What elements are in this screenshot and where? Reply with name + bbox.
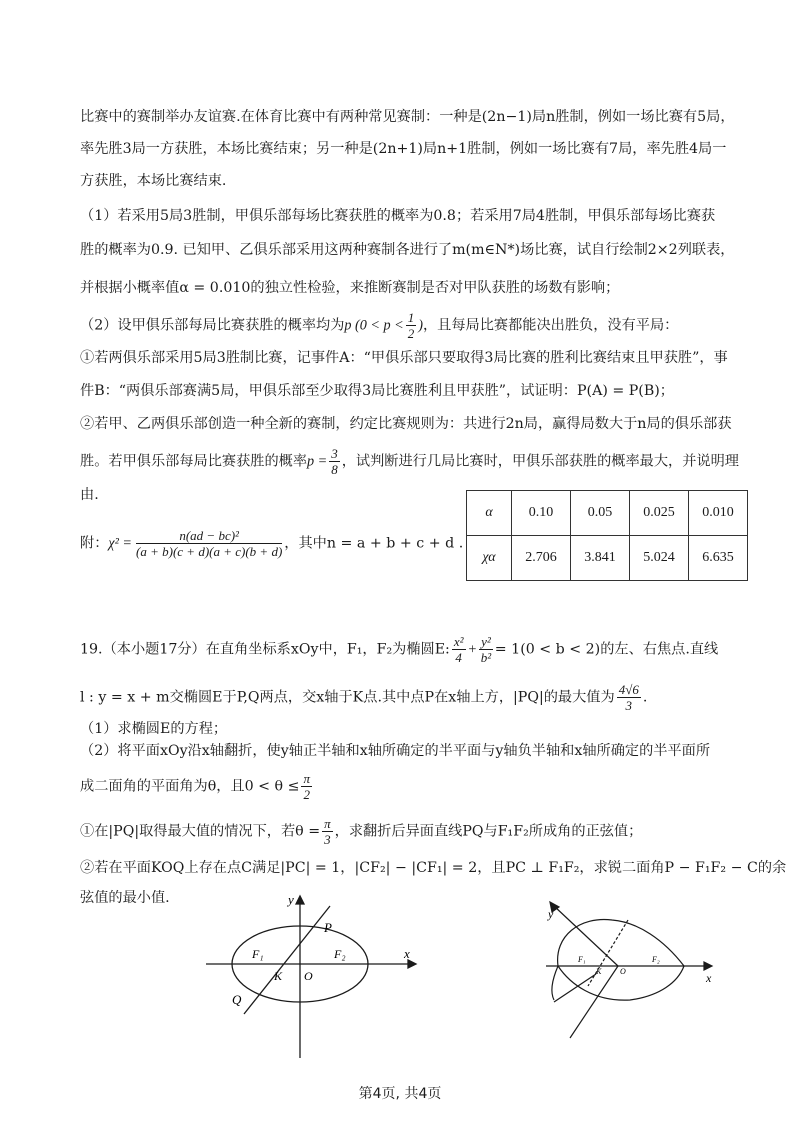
chi-cell: 6.635 [689,536,748,581]
x2-denominator: 4 [455,650,462,665]
q19-line-1: 19.（本小题17分）在直角坐标系xOy中，F₁，F₂为椭圆E: $\frac{\text{x²}}{4}$ + $\frac{\text{y²}}{\text{b²}}$ = 1(0 < b < 2)的左、右焦点.直线 [80,634,719,665]
q19-c1-pre: ①在|PQ|取得最大值的情况下，若θ = [80,823,321,840]
table-row [467,491,748,536]
y2-denominator: b² [480,650,492,665]
y2-numerator: y² [481,634,491,649]
fig2-x-label: x [706,971,712,985]
fig1-y-label: y [288,892,294,907]
part2-sub2-pre: 胜。若甲俱乐部每局比赛获胜的概率 [80,453,308,470]
part2-sub2-line-1: ②若甲、乙两俱乐部创造一种全新的赛制，约定比赛规则为：共进行2n局，赢得局数大于n局的俱乐部获 [80,416,732,432]
alpha-cell: 0.025 [630,491,689,536]
chi-cell: 5.024 [630,536,689,581]
alpha-cell: 0.10 [512,491,571,536]
q19-c1 [80,816,642,847]
x2-numerator: x² [453,634,464,649]
fig1-x-label: x [404,946,410,961]
intro-line-1: 比赛中的赛制举办友谊赛.在体育比赛中有两种常见赛制：一种是(2n−1)局n胜制，例如一场比赛有5局， [80,109,735,125]
alpha-cell: 0.010 [689,491,748,536]
part2-sub2-p: p = [307,453,328,470]
fig1-q-label: Q [232,992,242,1007]
part1-line-2: 胜的概率为0.9. 已知甲、乙俱乐部采用这两种赛制各进行了m(m∈N*)场比赛，试自行绘制2×2列联表， [80,242,735,258]
fig2-y-label: y [548,907,554,921]
q19-sub2-pre: 成二面角的平面角为θ，且0 < θ ≤ [80,778,300,795]
folded-ellipse-figure [534,890,724,1040]
fig2-f2-label: F₂ [652,955,660,964]
part2-line1-pre: （2）设甲俱乐部每局比赛获胜的概率均为 [80,317,345,334]
fig1-p-label: P [324,920,332,935]
part2-sub2-line-3: 由. [80,487,99,503]
appendix-label: 附： [80,535,109,552]
page-footer: 第4页, 共4页 [358,1086,442,1102]
line-l-2b [554,974,596,1002]
fig2-f1-label: F₁ [578,955,586,964]
part2-sub2-line-2 [80,446,739,477]
chi-square-denominator: (a + b)(c + d)(a + c)(b + d) [136,544,283,559]
appendix-where: ，其中n = a + b + c + d . [284,535,464,552]
chi-square-lhs: χ² = [108,535,133,552]
part2-line-1 [80,310,678,341]
fig1-k-label: K [274,969,283,983]
part2-close-paren: ) [418,317,423,334]
q19-line2-pre: l : y = x + m交椭圆E于P,Q两点，交x轴于K点.其中点P在x轴上方，|PQ|的最大值为 [80,689,615,706]
q19-sub2-line-1: （2）将平面xOy沿x轴翻折，使y轴正半轴和x轴所确定的半平面与y轴负半轴和x轴所确定的半平面所 [80,743,711,759]
pq-max-denominator: 3 [625,698,632,713]
q19-sub1: （1）求椭圆E的方程； [80,721,228,737]
q19-line1-pre: 19.（本小题17分）在直角坐标系xOy中，F₁，F₂为椭圆E: [80,641,450,658]
q19-line1-post: = 1(0 < b < 2)的左、右焦点.直线 [494,641,719,658]
part1-line-1: （1）若采用5局3胜制，甲俱乐部每场比赛获胜的概率为0.8；若采用7局4胜制，甲俱乐部每场比赛获 [80,208,716,224]
x-axis-arrow [408,960,416,968]
half-denominator: 2 [407,326,415,341]
pi-numerator: π [303,771,310,786]
y-axis-arrow [296,896,304,904]
folded-upper-half [558,919,684,966]
fig1-o-label: O [304,969,313,983]
q19-c2-line-1: ②若在平面KOQ上存在点C满足|PC| = 1，|CF₂| − |CF₁| = 2，且PC ⊥ F₁F₂，求锐二面角P − F₁F₂ − C的余 [80,860,787,876]
part2-line1-post: ，且每局比赛都能决出胜负，没有平局： [422,317,679,334]
alpha-cell: 0.05 [571,491,630,536]
part2-half-fraction [406,310,417,341]
pq-max-fraction [617,682,641,713]
part2-sub1-line-1: ①若两俱乐部采用5局3胜制比赛，记事件A：“甲俱乐部只要取得3局比赛的胜利比赛结束且甲获胜”，事 [80,350,728,366]
chi-header: χα [467,536,512,581]
three-eighths-denominator: 8 [331,462,338,477]
ellipse-y-term [479,634,493,665]
ellipse-x-term [452,634,466,665]
appendix-formula [80,528,463,559]
part2-p-range: p (0 < p < [344,317,404,334]
chi-square-numerator: n(ad − bc)² [136,528,282,544]
part2-sub2-post: ，试判断进行几局比赛时，甲俱乐部获胜的概率最大，并说明理 [341,453,739,470]
x-axis-arrow-2 [704,962,712,970]
y-axis-2 [554,906,618,966]
half-numerator: 1 [407,310,415,325]
two-denominator: 2 [303,787,310,802]
pi-numerator-2: π [324,816,331,831]
q19-c1-post: ，求翻折后异面直线PQ与F₁F₂所成角的正弦值； [334,823,643,840]
three-eighths-numerator: 3 [331,446,338,461]
three-denominator: 3 [324,832,331,847]
pi-over-2-fraction [301,771,312,802]
chi-square-fraction [136,528,282,559]
alpha-header: α [467,491,512,536]
chi-cell: 3.841 [571,536,630,581]
chi-cell: 2.706 [512,536,571,581]
critical-value-table [466,490,748,581]
part1-line-3: 并根据小概率值α = 0.010的独立性检验，来推断赛制是否对甲队获胜的场数有影响； [80,280,620,296]
part2-sub1-line-2: 件B：“两俱乐部赛满5局，甲俱乐部至少取得3局比赛胜利且甲获胜”，试证明：P(A) = P(B)； [80,383,674,399]
ellipse-figure [196,886,426,1062]
fig1-f1-label: F₁ [252,947,264,961]
pi-over-3-fraction [322,816,333,847]
lower-lobe [552,966,558,1000]
three-eighths-fraction [329,446,340,477]
pq-max-numerator: 4√6 [618,682,639,697]
q19-line2-post: . [642,689,648,706]
line-l-2 [588,920,628,986]
fig1-f2-label: F₂ [334,947,346,961]
table-row [467,536,748,581]
fig2-o-label: O [620,967,626,976]
fig2-k-label: K [596,967,602,976]
q19-sub2-line-2 [80,771,314,802]
q19-line-2 [80,682,647,713]
intro-line-3: 方获胜，本场比赛结束. [80,173,227,189]
q19-c2-line-2: 弦值的最小值. [80,890,170,906]
intro-line-2: 率先胜3局一方获胜，本场比赛结束；另一种是(2n+1)局n+1胜制，例如一场比赛有7局，率先胜4局一 [80,141,727,157]
